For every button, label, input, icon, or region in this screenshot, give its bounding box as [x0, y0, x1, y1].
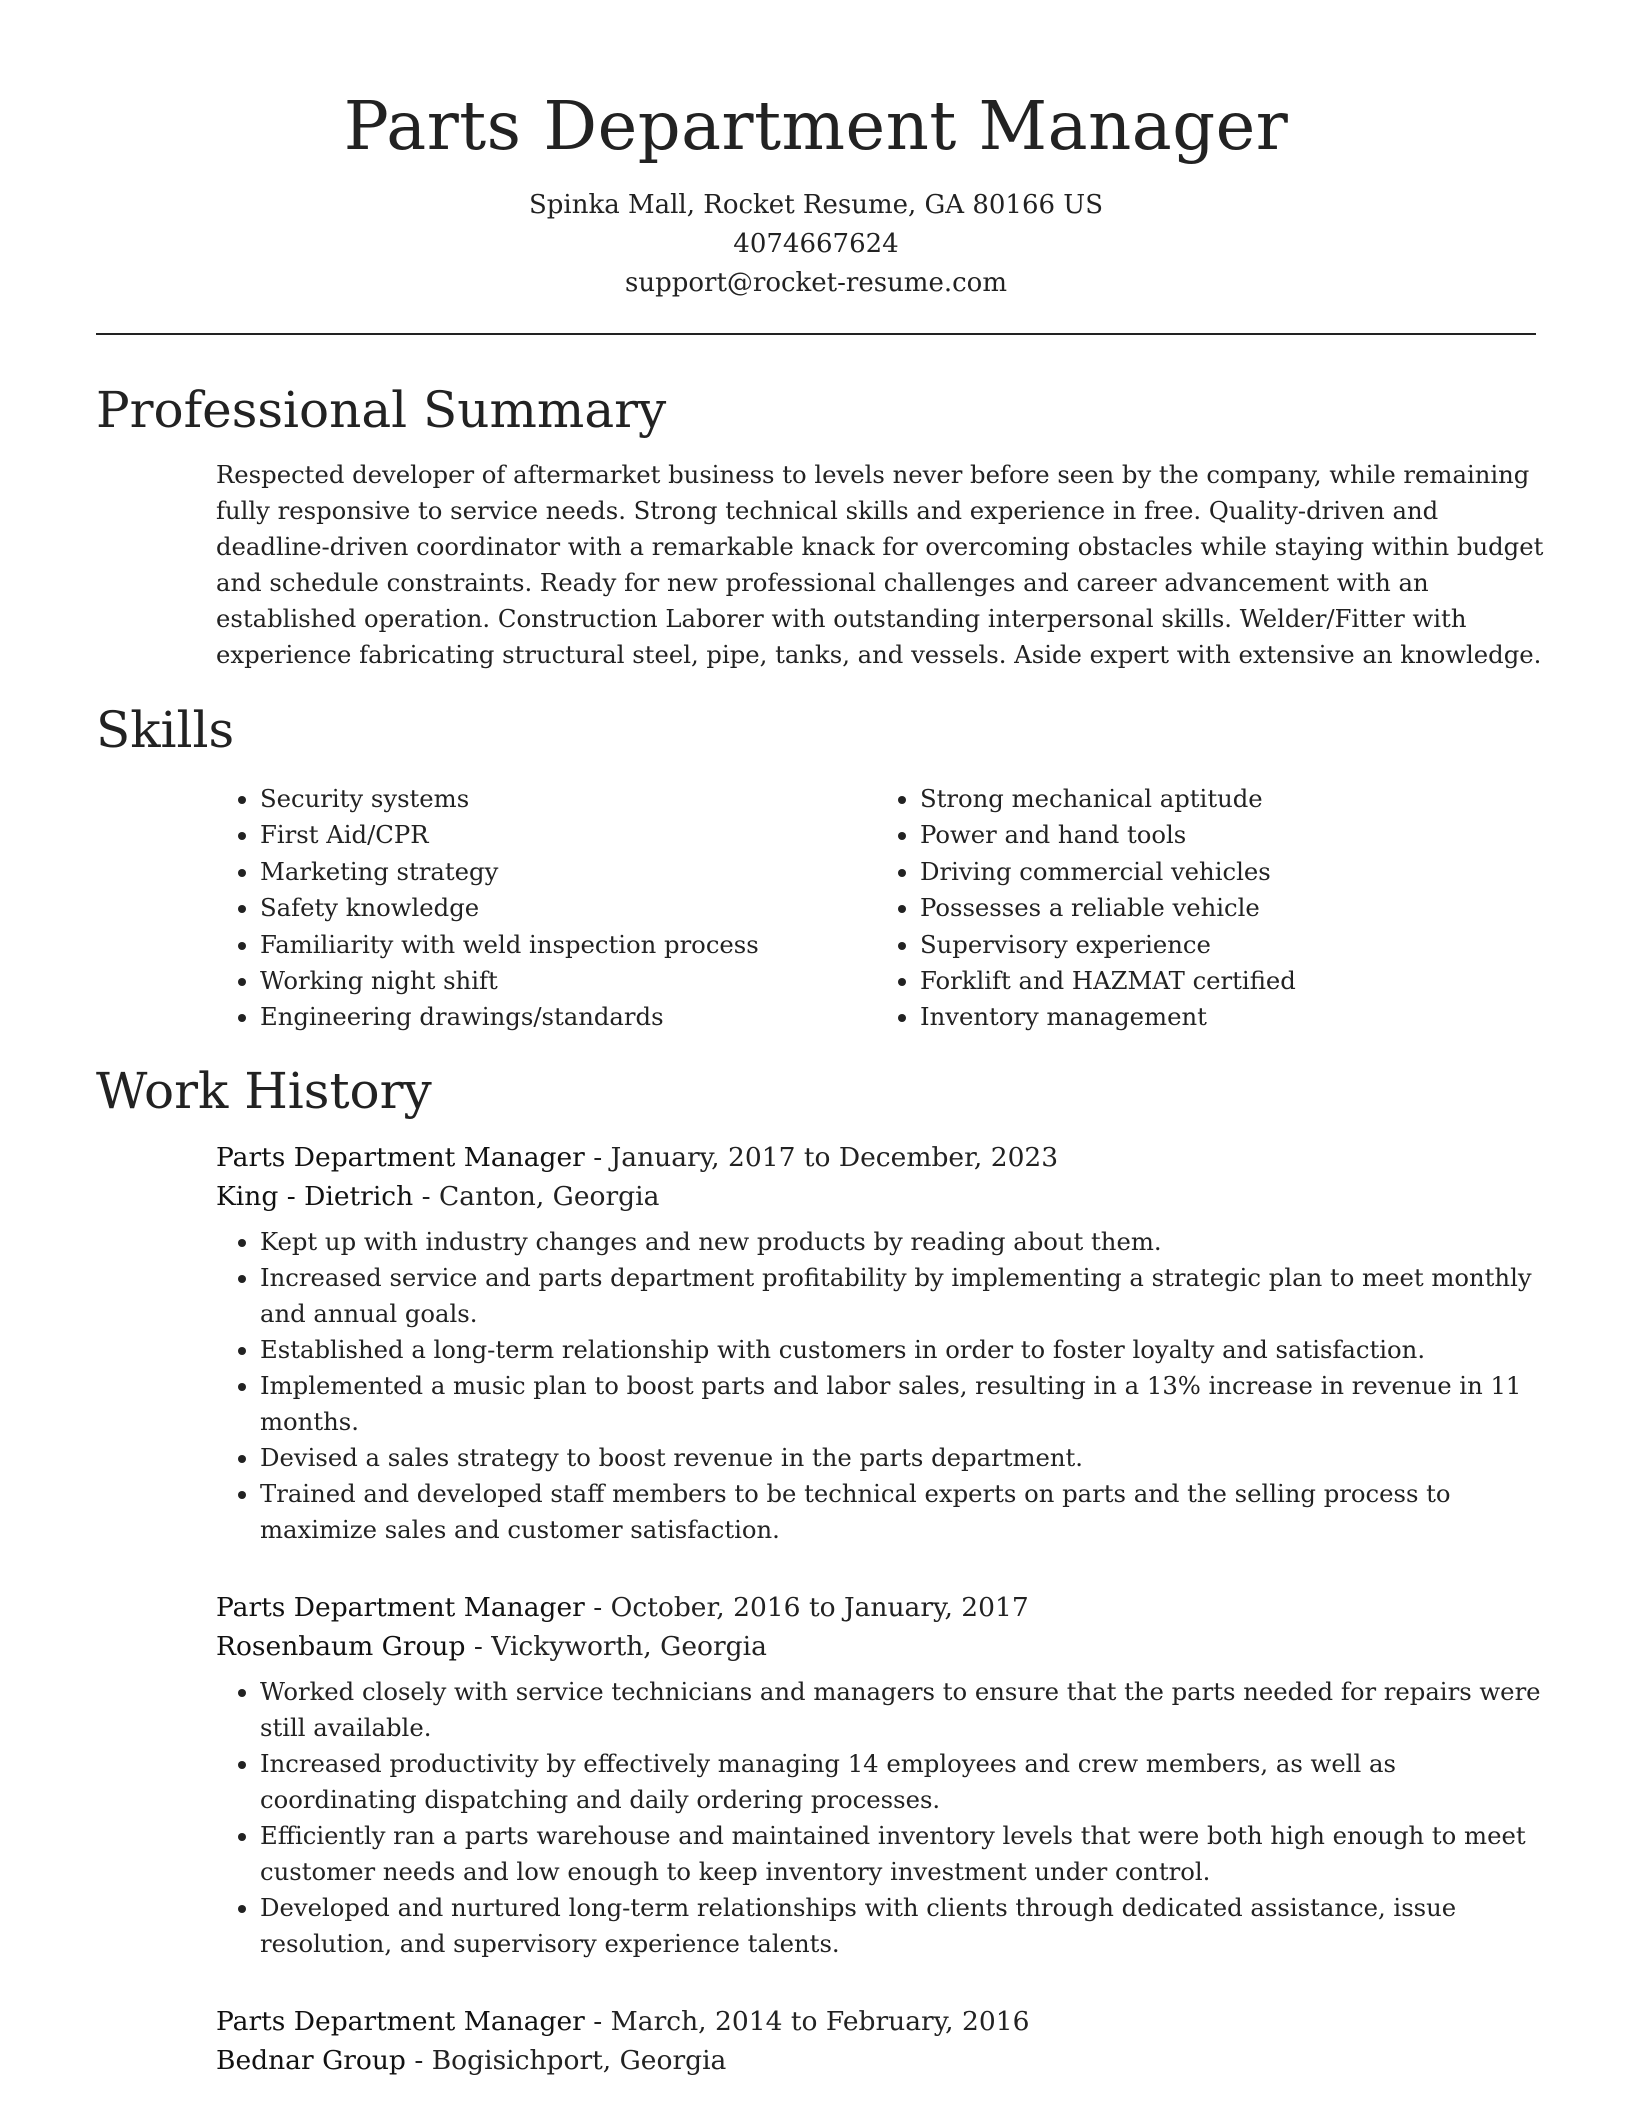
- job-dates: - October, 2016 to January, 2017: [584, 1591, 1029, 1623]
- skill-item: • Marketing strategy: [260, 854, 876, 890]
- address-line: Spinka Mall, Rocket Resume, GA 80166 US: [528, 190, 1104, 220]
- job-bullet: • Kept up with industry changes and new products by reading about them.: [260, 1224, 1546, 1260]
- work-history-heading: Work History: [96, 1061, 432, 1120]
- phone-line: 4074667624: [733, 229, 899, 259]
- job-title-line: [216, 1588, 1546, 1627]
- job-title: Parts Department Manager: [216, 1141, 585, 1173]
- job-entry: [216, 1138, 1546, 1548]
- skill-item: • Power and hand tools: [920, 817, 1536, 853]
- skill-item: • Driving commercial vehicles: [920, 854, 1536, 890]
- job-bullet: • Trained and developed staff members to be technical experts on parts and the selling process to maximize sales and customer satisfaction.: [260, 1476, 1546, 1548]
- summary-text: Respected developer of aftermarket business to levels never before seen by the company, while remaining fully responsive to service needs. Strong technical skills and experience in free. Quality-driven and deadline-driven coordinator with a remarkable knack for overcoming obstacles while staying within budget and schedule constraints. Ready for new professional challenges and career advancement with an established operation. Construction Laborer with outstanding interpersonal skills. Welder/Fitter with experience fabricating structural steel, pipe, tanks, and vessels. Aside expert with extensive an knowledge.: [216, 460, 1544, 669]
- job-company: Rosenbaum Group: [216, 1630, 466, 1662]
- skill-item: • Engineering drawings/standards: [260, 999, 876, 1035]
- resume-header: [96, 0, 1536, 303]
- job-location: - Bogisichport, Georgia: [405, 2044, 727, 2076]
- job-title: Parts Department Manager: [216, 1591, 585, 1623]
- skill-item: • Security systems: [260, 781, 876, 817]
- skill-item: • Possesses a reliable vehicle: [920, 890, 1536, 926]
- job-location: - Canton, Georgia: [413, 1180, 660, 1212]
- job-dates: - January, 2017 to December, 2023: [584, 1141, 1059, 1173]
- skills-grid: [216, 781, 1536, 1036]
- job-company: King - Dietrich: [216, 1180, 414, 1212]
- job-bullet: • Developed and nurtured long-term relationships with clients through dedicated assistance, issue resolution, and supervisory experience talents.: [260, 1890, 1546, 1962]
- job-company-line: [216, 1177, 1546, 1216]
- header-divider: [96, 333, 1536, 335]
- skill-item: • Inventory management: [920, 999, 1536, 1035]
- skills-column-right: [876, 781, 1536, 1036]
- job-company: Bednar Group: [216, 2044, 406, 2076]
- skill-item: • First Aid/CPR: [260, 817, 876, 853]
- job-bullet: • Devised a sales strategy to boost revenue in the parts department.: [260, 1440, 1546, 1476]
- job-bullets: [216, 1674, 1546, 1962]
- summary-heading: Professional Summary: [96, 381, 667, 439]
- skill-item: • Forklift and HAZMAT certified: [920, 963, 1536, 999]
- job-bullet: • Worked closely with service technicians and managers to ensure that the parts needed for repairs were still available.: [260, 1674, 1546, 1746]
- job-bullet: • Implemented a music plan to boost parts and labor sales, resulting in a 13% increase in revenue in 11 months.: [260, 1368, 1546, 1440]
- job-bullets: [216, 1224, 1546, 1548]
- job-location: - Vickyworth, Georgia: [465, 1630, 767, 1662]
- skill-item: • Familiarity with weld inspection process: [260, 927, 876, 963]
- job-title-line: [216, 1138, 1546, 1177]
- job-title-line: [216, 2002, 1546, 2041]
- email-line: support@rocket-resume.com: [624, 268, 1007, 298]
- job-bullet: • Efficiently ran a parts warehouse and maintained inventory levels that were both high enough to meet customer needs and low enough to keep inventory investment under control.: [260, 1818, 1546, 1890]
- job-dates: - March, 2014 to February, 2016: [584, 2005, 1030, 2037]
- skills-heading: Skills: [96, 701, 235, 759]
- job-bullet: • Increased service and parts department profitability by implementing a strategic plan to meet monthly and annual goals.: [260, 1260, 1546, 1332]
- job-company-line: [216, 1627, 1546, 1666]
- job-title: Parts Department Manager: [216, 2005, 585, 2037]
- job-company-line: [216, 2041, 1546, 2080]
- resume-page: [96, 0, 1544, 2080]
- skill-item: • Safety knowledge: [260, 890, 876, 926]
- skill-item: • Working night shift: [260, 963, 876, 999]
- contact-block: [96, 186, 1536, 303]
- skills-column-left: [216, 781, 876, 1036]
- job-entry: [216, 2002, 1546, 2080]
- job-entry: [216, 1588, 1546, 1962]
- job-bullet: • Established a long-term relationship with customers in order to foster loyalty and satisfaction.: [260, 1332, 1546, 1368]
- job-bullet: • Increased productivity by effectively managing 14 employees and crew members, as well as coordinating dispatching and daily ordering processes.: [260, 1746, 1546, 1818]
- skill-item: • Strong mechanical aptitude: [920, 781, 1536, 817]
- candidate-name: Parts Department Manager: [343, 87, 1289, 165]
- skill-item: • Supervisory experience: [920, 927, 1536, 963]
